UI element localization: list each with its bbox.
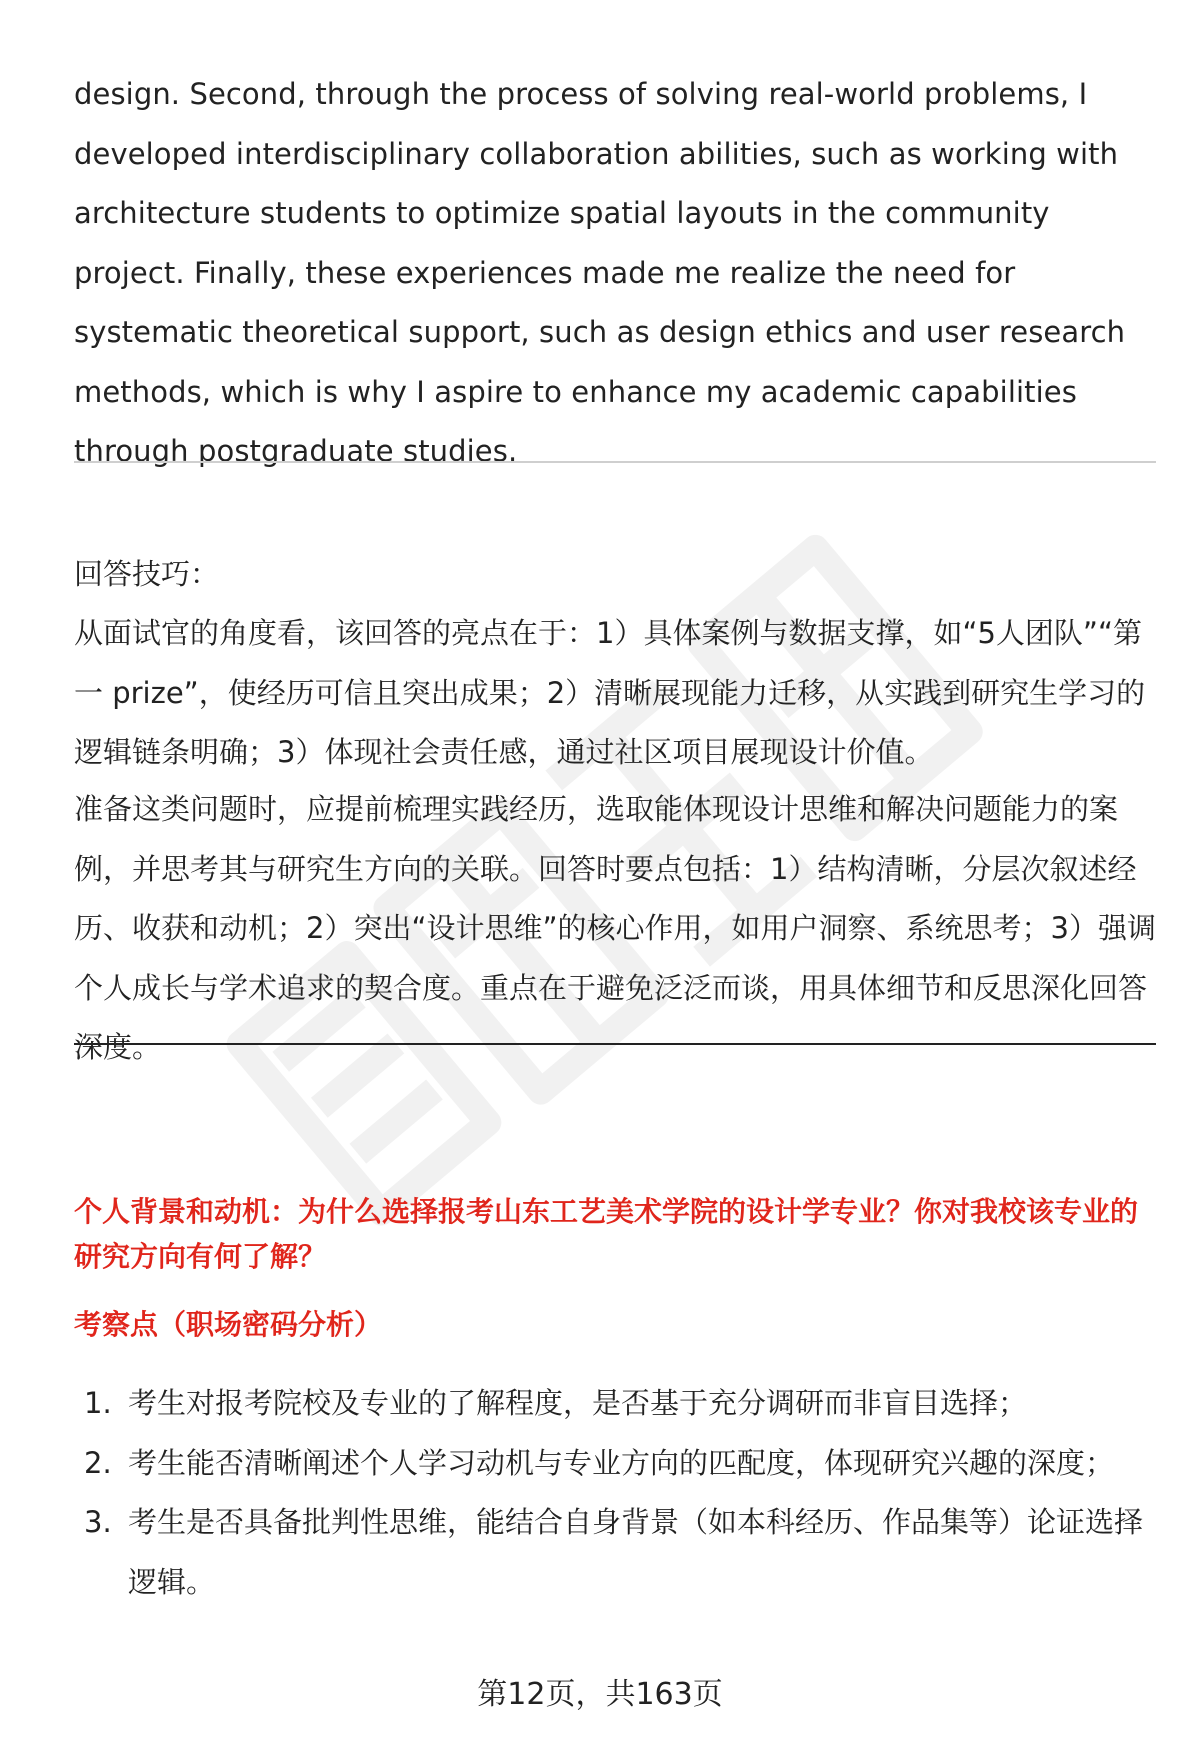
list-item-text: 考生是否具备批判性思维，能结合自身背景（如本科经历、作品集等）论证选择逻辑。 xyxy=(128,1505,1144,1599)
tips-paragraph-2: 准备这类问题时，应提前梳理实践经历，选取能体现设计思维和解决问题能力的案例，并思考其与研究生方向的关联。回答时要点包括：1）结构清晰，分层次叙述经历、收获和动机；2）突出“设计思维”的核心作用，如用户洞察、系统思考；3）强调个人成长与学术追求的契合度。重点在于避免泛泛而谈，用具体细节和反思深化回答深度。 xyxy=(74,792,1156,1064)
answer-paragraph: design. Second, through the process of solving real-world problems, I developed interdisciplinary collaboration abilities, such as working with architecture students to optimize spatial layouts in the community project. Finally, these experiences made me realize the need for systematic theoretical support, such as design ethics and user research methods, which is why I aspire to enhance my academic capabilities through postgraduate studies. xyxy=(74,77,1126,468)
list-item-text: 考生对报考院校及专业的了解程度，是否基于充分调研而非盲目选择； xyxy=(128,1386,1028,1420)
list-item xyxy=(74,1434,1156,1494)
document-page xyxy=(74,0,1156,1755)
assessment-heading: 考察点（职场密码分析） xyxy=(74,1308,383,1341)
tips-label: 回答技巧： xyxy=(74,557,220,591)
question-title: 个人背景和动机：为什么选择报考山东工艺美术学院的设计学专业？你对我校该专业的研究方向有何了解？ xyxy=(74,1195,1139,1273)
section-divider xyxy=(74,461,1156,463)
list-item-number: 2. xyxy=(84,1445,112,1480)
tips-paragraph-1: 从面试官的角度看，该回答的亮点在于：1）具体案例与数据支撑，如“5人团队”“第一 prize”，使经历可信且突出成果；2）清晰展现能力迁移，从实践到研究生学习的逻辑链条明确；3）体现社会责任感，通过社区项目展现设计价值。 xyxy=(74,616,1146,769)
question-divider xyxy=(74,1043,1156,1045)
list-item-number: 3. xyxy=(84,1505,112,1539)
list-item xyxy=(74,1374,1156,1434)
page-number-footer: 第12页，共163页 xyxy=(477,1677,723,1712)
list-item-number: 1. xyxy=(84,1386,112,1420)
list-item xyxy=(74,1493,1156,1612)
assessment-points-list xyxy=(74,1374,1156,1612)
list-item-text: 考生能否清晰阐述个人学习动机与专业方向的匹配度，体现研究兴趣的深度； xyxy=(128,1445,1115,1480)
